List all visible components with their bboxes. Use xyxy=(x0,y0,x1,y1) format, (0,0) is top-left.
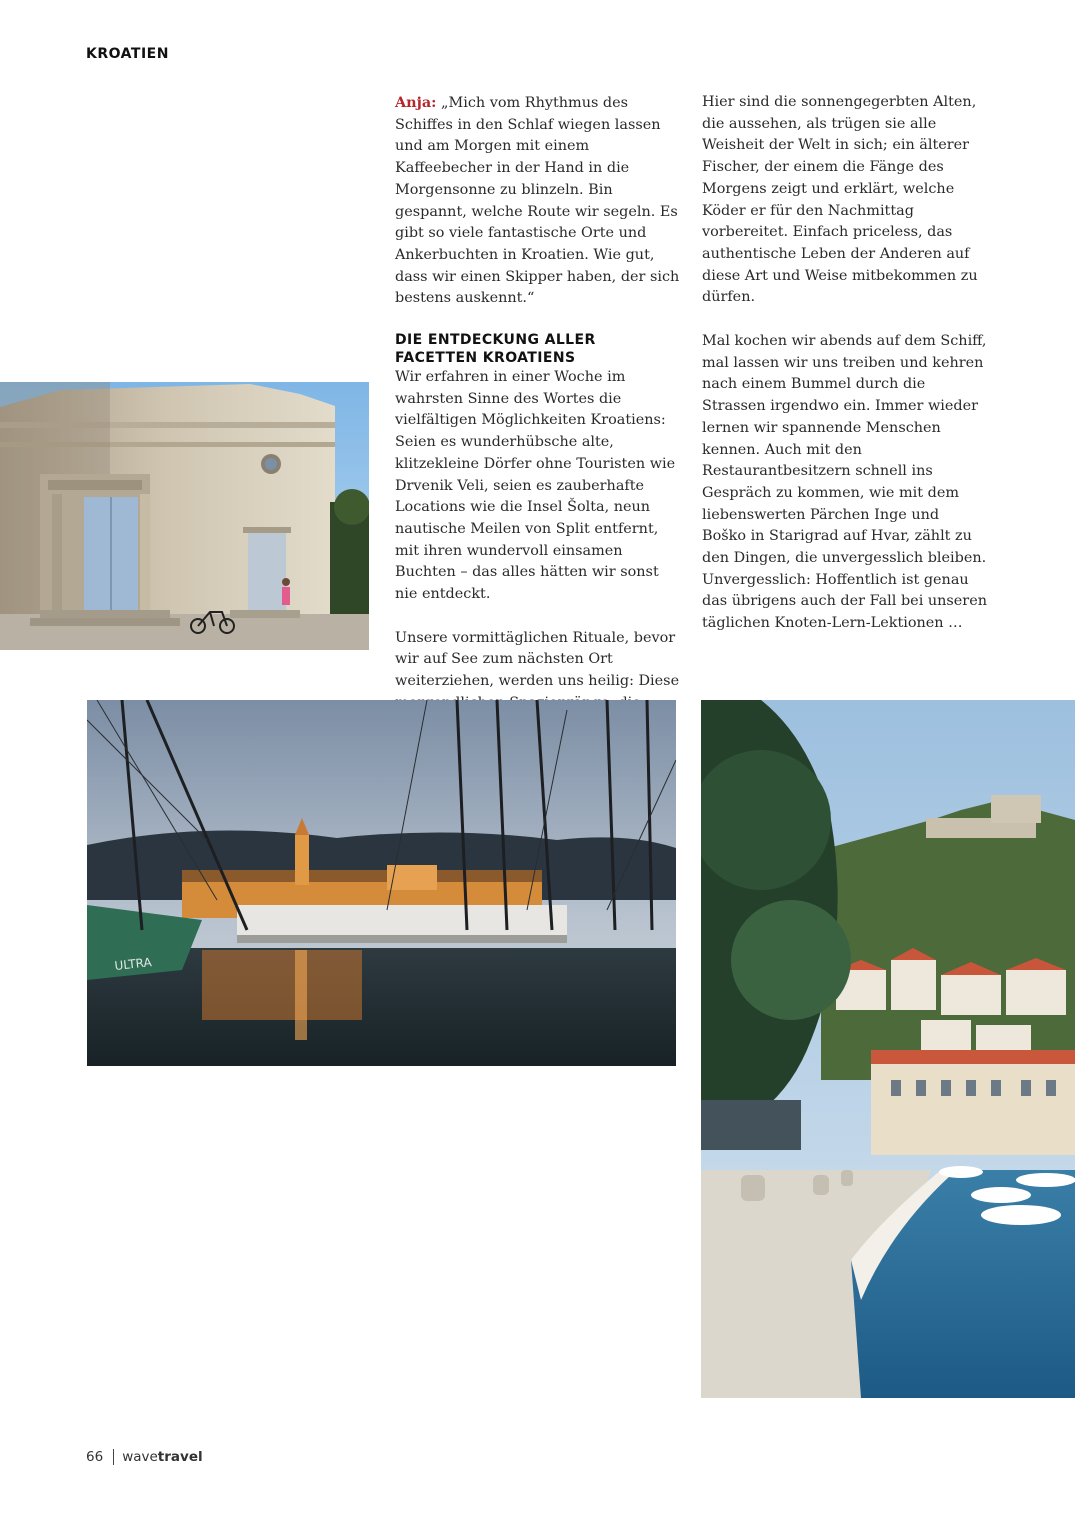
section-label: KROATIEN xyxy=(86,46,169,62)
quote-paragraph xyxy=(395,92,680,310)
brand-wave: wave xyxy=(122,1449,158,1465)
svg-text:ULTRA: ULTRA xyxy=(113,955,153,973)
page-number: 66 xyxy=(86,1449,104,1465)
speaker-name: Anja: xyxy=(395,94,437,111)
body-paragraph: Unsere vormittäglichen Rituale, bevor wir auf See zum nächsten Ort weiterziehen, werden uns heilig: Diese xyxy=(395,629,680,690)
body-paragraph: Mal kochen wir abends auf dem Schiff, mal lassen wir uns treiben und kehren nach einem Bummel durch die Strassen irgendwo ein. Immer wieder lernen wir spannende Menschen kennen. Auch mit den Restaurantbesitzern schnell ins Gespräch zu kommen, wie mit dem liebenswerten Pärchen Inge und Boško in Starigrad auf Hvar, zählt zu den Dingen, die unvergesslich bleiben. Unvergesslich: Hoffentlich ist genau das übrigens auch der Fall bei unseren täglichen Knoten-Lern-Lektionen … xyxy=(702,333,987,632)
harbour-dusk-photo xyxy=(87,700,676,1066)
body-paragraph: Hier sind die sonnengegerbten Alten, die aussehen, als trügen sie alle Weisheit der Welt in sich; ein älterer Fischer, der einem die Fänge des Morgens zeigt und erklärt, welche Köder er für den Nachmittag vorbereitet. Einfach priceless, das authentische Leben der Anderen auf diese Art und Weise mitbekommen zu dürfen. xyxy=(702,94,978,306)
brand-travel: travel xyxy=(157,1449,203,1465)
church-photo xyxy=(0,382,369,650)
article-column-right xyxy=(702,92,987,635)
body-paragraph: Wir erfahren in einer Woche im wahrsten Sinne des Wortes die vielfältigen Möglichkeiten Kroatiens: Seien es wunderhübsche alte, klitzekleine Dörfer ohne Touristen wie Drvenik Veli, seien es zauberhafte Locations wie die Insel Šolta, neun nautische Meilen von Split entfernt, mit ihren wundervoll einsamen Buchten – das alles hätten wir sonst nie entdeckt. xyxy=(395,369,676,603)
subheading: DIE ENTDECKUNG ALLER FACETTEN KROATIENS xyxy=(395,332,596,367)
footer-divider xyxy=(113,1449,114,1465)
article-column-left xyxy=(395,92,680,758)
page-footer xyxy=(86,1449,203,1465)
promenade-photo xyxy=(701,700,1075,1398)
quote-text: „Mich vom Rhythmus des Schiffes in den Schlaf wiegen lassen und am Morgen mit einem Kaffeebecher in der Hand in die Morgensonne zu blinzeln. Bin gespannt, welche Route wir segeln. Es gibt so viele fantastische Orte und Ankerbuchten in Kroatien. Wie gut, dass wir einen Skipper haben, der sich bestens auskennt.“ xyxy=(395,95,680,307)
